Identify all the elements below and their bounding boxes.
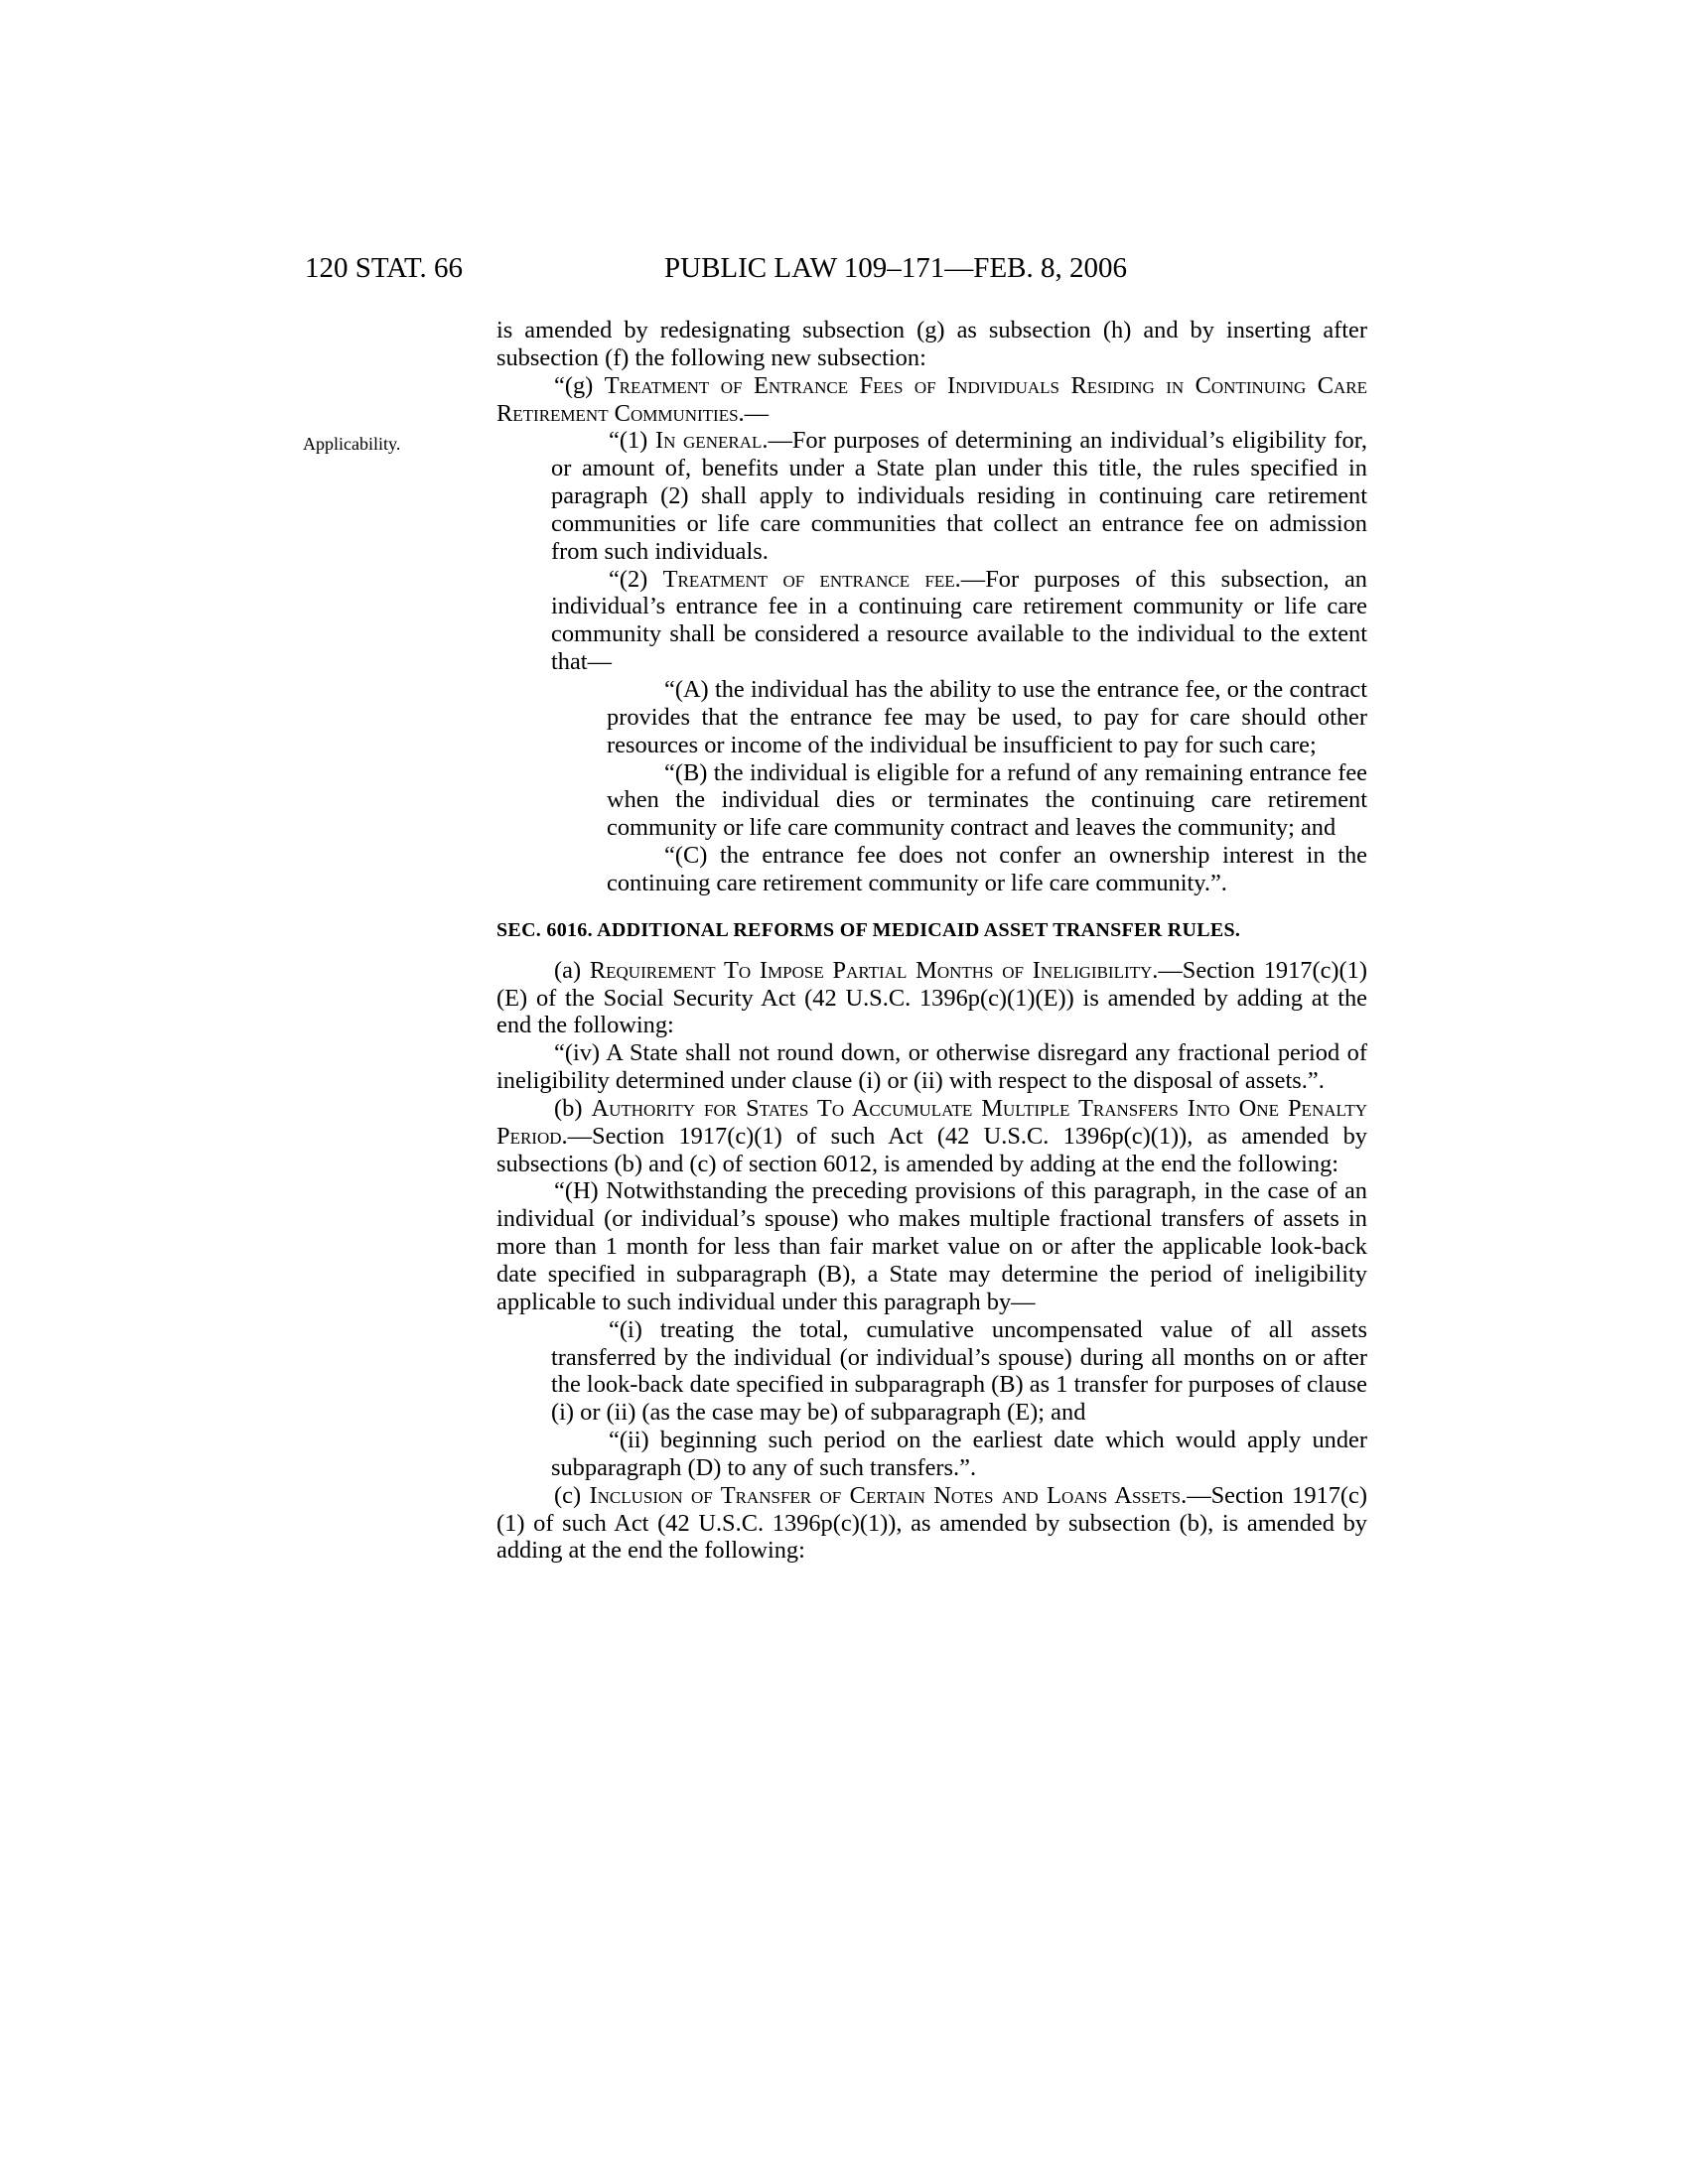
paragraph-g1: [496, 427, 1367, 565]
clause-iv: “(iv) A State shall not round down, or otherwise disregard any fractional period of ineligibility determined under clause (i) or (ii) with respect to the disposal of assets.”.: [496, 1039, 1367, 1095]
margin-note-applicability: Applicability.: [303, 434, 401, 454]
subsection-g-dash: —: [744, 399, 770, 427]
subsection-g-label: “(g): [554, 371, 605, 399]
clause-H-ii: “(ii) beginning such period on the earliest date which would apply under subparagraph (D) to any of such transfers.”.: [551, 1427, 1367, 1481]
subsection-b: [496, 1095, 1367, 1178]
paragraph-g2-heading: Treatment of entrance fee.: [662, 565, 961, 593]
paragraph-g2-label: “(2): [609, 565, 663, 593]
body-text: [496, 317, 1367, 1565]
paragraph-g1-heading: In general.: [654, 427, 769, 455]
subsection-b-heading: Authority for States To Accumulate Multiple Transfers Into One Penalty Period.: [496, 1094, 1367, 1150]
subsection-a-label: (a): [554, 956, 590, 984]
clause-H-i: “(i) treating the total, cumulative uncompensated value of all assets transferred by the individual (or individual’s spouse) during all months on or after the look-back date specified in subparagraph (B) as 1 transfer for purposes of clause (i) or (ii) (as the case may be) of subparagraph (E); and: [551, 1315, 1367, 1427]
subparagraph-A: “(A) the individual has the ability to use the entrance fee, or the contract provides that the entrance fee may be used, to pay for care should other resources or income of the individual be insufficient to pay for such care;: [607, 675, 1367, 758]
subsection-b-label: (b): [554, 1094, 592, 1122]
subsection-c: [496, 1482, 1367, 1566]
section-6016-heading: SEC. 6016. ADDITIONAL REFORMS OF MEDICAID ASSET TRANSFER RULES.: [496, 918, 1241, 941]
subsection-c-label: (c): [554, 1481, 590, 1509]
paragraph-g1-text: —For purposes of determining an individual’s eligibility for, or amount of, benefits under a State plan under this title, the rules specified in paragraph (2) shall apply to individuals residing in continuing care retirement communities or life care communities that collect an entrance fee on admission from such individuals.: [551, 427, 1368, 565]
subsection-c-heading: Inclusion of Transfer of Certain Notes and Loans Assets.: [589, 1481, 1188, 1509]
intro-paragraph: is amended by redesignating subsection (g) as subsection (h) and by inserting after subsection (f) the following new subsection:: [496, 317, 1367, 371]
subsection-a: [496, 957, 1367, 1040]
paragraph-g1-label: “(1): [609, 427, 655, 455]
subsection-a-text: —Section 1917(c)(1)(E) of the Social Security Act (42 U.S.C. 1396p(c)(1)(E)) is amended by adding at the end the following:: [496, 956, 1367, 1039]
page-header: [305, 248, 1367, 288]
subparagraph-B: “(B) the individual is eligible for a refund of any remaining entrance fee when the individual dies or terminates the continuing care retirement community or life care community contract and leaves the community; and: [607, 758, 1367, 842]
subsection-a-heading: Requirement To Impose Partial Months of Ineligibility.: [589, 956, 1159, 984]
public-law-title: PUBLIC LAW 109–171—FEB. 8, 2006: [664, 252, 1127, 284]
subsection-g-title: Treatment of Entrance Fees of Individuals Residing in Continuing Care Retirement Communities.: [496, 371, 1367, 427]
paragraph-g2-text: —For purposes of this subsection, an individual’s entrance fee in a continuing care retirement community or life care community shall be considered a resource available to the individual to the extent that—: [551, 565, 1367, 676]
paragraph-g2: [496, 566, 1367, 676]
subsection-c-text: —Section 1917(c)(1) of such Act (42 U.S.C. 1396p(c)(1)), as amended by subsection (b), is amended by adding at the end the following:: [496, 1481, 1368, 1565]
subparagraph-C: “(C) the entrance fee does not confer an ownership interest in the continuing care retirement community or life care community.”.: [607, 842, 1367, 896]
subsection-b-text: —Section 1917(c)(1) of such Act (42 U.S.C. 1396p(c)(1)), as amended by subsections (b) and (c) of section 6012, is amended by adding at the end the following:: [496, 1122, 1367, 1177]
statute-page-number: 120 STAT. 66: [305, 252, 464, 284]
subparagraph-H: “(H) Notwithstanding the preceding provisions of this paragraph, in the case of an individual (or individual’s spouse) who makes multiple fractional transfers of assets in more than 1 month for less than fair market value on or after the applicable look-back date specified in subparagraph (B), a State may determine the period of ineligibility applicable to such individual under this paragraph by—: [496, 1177, 1367, 1315]
subsection-g-heading: [496, 372, 1367, 428]
